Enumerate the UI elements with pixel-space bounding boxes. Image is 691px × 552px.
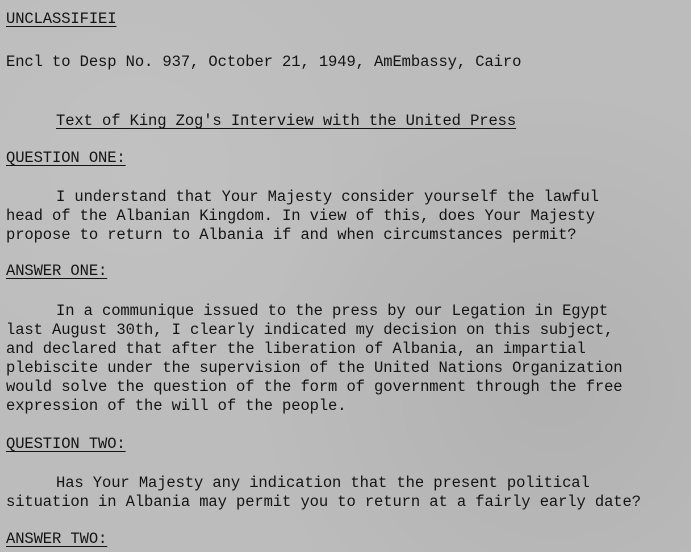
answer-two-heading: ANSWER TWO:: [6, 530, 108, 548]
answer-one-line-4: plebiscite under the supervision of the United Nations Organization: [6, 359, 623, 377]
answer-one-heading: ANSWER ONE:: [6, 262, 108, 280]
question-one-heading: QUESTION ONE:: [6, 149, 126, 167]
question-one-line-3: propose to return to Albania if and when circumstances permit?: [6, 226, 577, 244]
question-two-line-2: situation in Albania may permit you to return at a fairly early date?: [6, 493, 641, 511]
answer-one-line-6: expression of the will of the people.: [6, 397, 347, 415]
document-title: Text of King Zog's Interview with the United Press: [56, 112, 517, 130]
answer-one-line-2: last August 30th, I clearly indicated my decision on this subject,: [6, 321, 614, 339]
question-two-heading: QUESTION TWO:: [6, 435, 126, 453]
question-one-line-1: I understand that Your Majesty consider yourself the lawful: [56, 188, 599, 206]
classification-marking: UNCLASSIFIEI: [6, 10, 117, 28]
answer-one-line-3: and declared that after the liberation of Albania, an impartial: [6, 340, 586, 358]
answer-one-line-1: In a communique issued to the press by our Legation in Egypt: [56, 302, 609, 320]
enclosure-reference: Encl to Desp No. 937, October 21, 1949, AmEmbassy, Cairo: [6, 53, 522, 71]
question-two-line-1: Has Your Majesty any indication that the present political: [56, 474, 590, 492]
answer-one-line-5: would solve the question of the form of government through the free: [6, 378, 623, 396]
question-one-line-2: head of the Albanian Kingdom. In view of this, does Your Majesty: [6, 207, 595, 225]
